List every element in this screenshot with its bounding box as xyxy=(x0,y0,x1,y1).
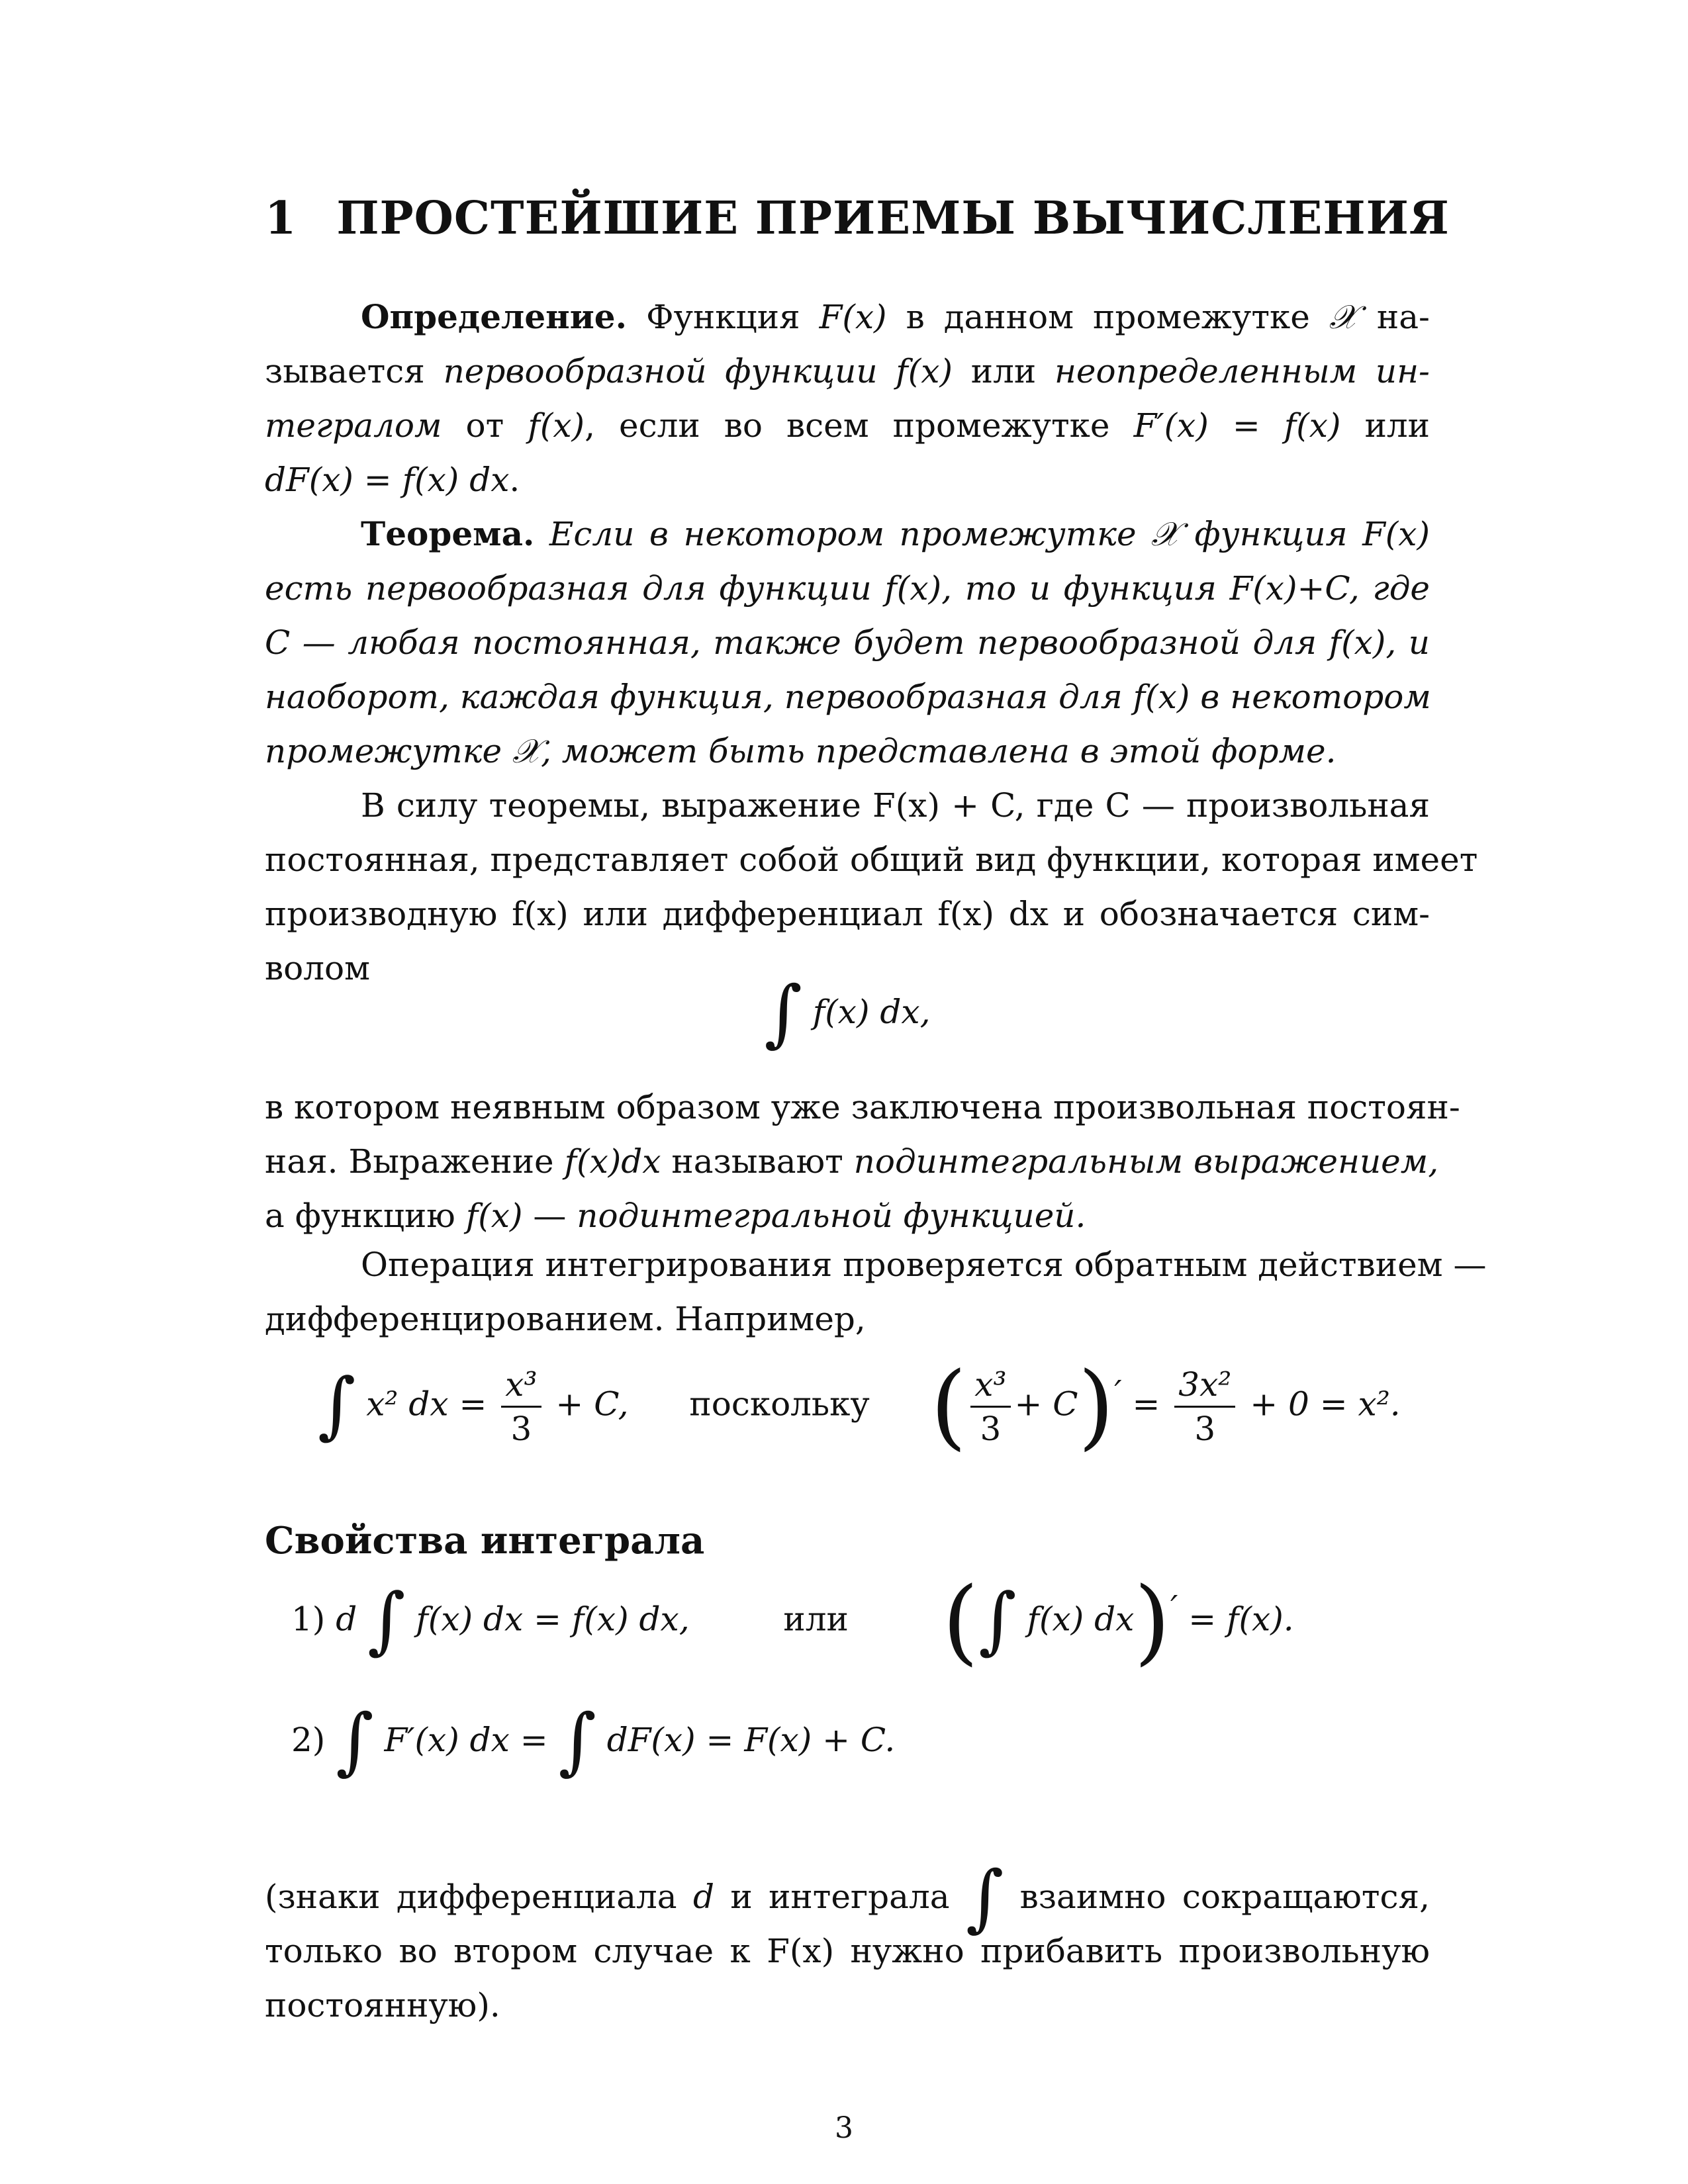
text-line: В силу теоремы, выражение F(x) + C, где C — произвольная xyxy=(361,786,1430,825)
text: . xyxy=(509,461,520,499)
text-line: в котором неявным образом уже заключена произвольная постоян- xyxy=(265,1088,1460,1126)
text: ная. Выражение xyxy=(265,1142,554,1181)
integral-sign-icon: ∫ xyxy=(978,1577,1017,1662)
math: F(x) xyxy=(819,298,887,336)
math: d xyxy=(692,1878,714,1916)
fraction-numerator: x³ xyxy=(501,1363,541,1408)
math: dF(x) = F(x) + C. xyxy=(606,1721,896,1759)
text: в данном промежутке xyxy=(906,298,1310,336)
text-line: постоянная, представляет собой общий вид функции, которая имеет xyxy=(265,841,1478,879)
text: — xyxy=(533,1197,567,1235)
text: и интеграла xyxy=(730,1878,950,1916)
item-number: 1) xyxy=(291,1600,326,1639)
fraction-numerator: x³ xyxy=(970,1363,1010,1408)
definition-paragraph xyxy=(265,290,1430,507)
text: (знаки дифференциала xyxy=(265,1878,677,1916)
paragraph-general-form xyxy=(265,778,1478,995)
text-line: производную f(x) или дифференциал f(x) dx и обозначается сим- xyxy=(265,895,1430,933)
prime: ′ xyxy=(1114,1373,1122,1412)
paragraph-differentiation xyxy=(265,1238,1487,1346)
integral-sign-icon: ∫ xyxy=(965,1855,1004,1940)
text: поскольку xyxy=(689,1385,870,1424)
text: или xyxy=(1364,406,1430,445)
math: f(x) xyxy=(896,352,953,390)
paragraph-integrand xyxy=(265,1080,1460,1243)
integral-sign-icon: ∫ xyxy=(367,1577,406,1662)
fraction xyxy=(1174,1363,1235,1450)
math: f(x) dx = f(x) dx, xyxy=(416,1600,690,1639)
text: от xyxy=(465,406,504,445)
math: f(x) xyxy=(528,406,585,445)
fraction xyxy=(501,1363,541,1450)
left-paren-icon: ( xyxy=(930,1352,967,1461)
theorem-label: Теорема. xyxy=(361,514,535,553)
item-number: 2) xyxy=(291,1721,326,1759)
text: на- xyxy=(1376,298,1430,336)
theorem-text: C — любая постоянная, также будет первообразной для f(x), и xyxy=(265,623,1430,662)
text-line: только во втором случае к F(x) нужно прибавить произвольную xyxy=(265,1932,1430,1970)
text: называют xyxy=(671,1142,843,1181)
page-number: 3 xyxy=(835,2111,853,2145)
integral-sign-icon: ∫ xyxy=(336,1698,374,1783)
text-line: постоянную). xyxy=(265,1986,500,2025)
display-example-equation xyxy=(318,1352,1483,1463)
theorem-text: есть первообразная для функции f(x), то и функция F(x)+C, где xyxy=(265,569,1430,608)
text: взаимно сокращаются, xyxy=(1019,1878,1430,1916)
property-1 xyxy=(291,1567,1456,1681)
term: подинтегральным выражением, xyxy=(853,1142,1439,1181)
properties-heading: Свойства интеграла xyxy=(265,1519,705,1563)
integral-sign-icon: ∫ xyxy=(558,1698,596,1783)
text-line: волом xyxy=(265,949,371,987)
paragraph-cancellation xyxy=(265,1855,1430,2032)
math: + C xyxy=(1014,1385,1078,1424)
text: или xyxy=(970,352,1037,390)
text: или xyxy=(783,1600,849,1639)
math: = f(x). xyxy=(1188,1600,1294,1639)
math: f(x) dx, xyxy=(812,993,931,1031)
prime: ′ xyxy=(1170,1588,1178,1627)
text-line: Операция интегрирования проверяется обратным действием — xyxy=(361,1246,1487,1284)
math: = xyxy=(1132,1385,1160,1424)
math: x² dx = xyxy=(366,1385,487,1424)
math: f(x) dx xyxy=(1027,1600,1135,1639)
term: первообразной функции xyxy=(443,352,878,390)
theorem-text: промежутке 𝒳, может быть представлена в этой форме. xyxy=(265,732,1336,770)
math: 𝒳 xyxy=(1329,298,1358,336)
theorem-paragraph xyxy=(265,507,1430,778)
definition-label: Определение. xyxy=(361,297,628,336)
integral-sign-icon: ∫ xyxy=(318,1362,356,1447)
text: , если во всем промежутке xyxy=(585,406,1110,445)
integral-sign-icon: ∫ xyxy=(764,970,802,1055)
fraction-denominator: 3 xyxy=(510,1410,532,1448)
section-number: 1 xyxy=(265,192,297,245)
right-paren-icon: ) xyxy=(1078,1352,1115,1461)
theorem-text: наоборот, каждая функция, первообразная для f(x) в некотором xyxy=(265,678,1431,716)
math: f(x)dx xyxy=(564,1142,661,1181)
fraction-numerator: 3x² xyxy=(1174,1363,1235,1408)
section-title: ПРОСТЕЙШИЕ ПРИЕМЫ ВЫЧИСЛЕНИЯ xyxy=(336,192,1450,245)
text-line: дифференцированием. Например, xyxy=(265,1300,866,1338)
text: Функция xyxy=(646,298,800,336)
math: + 0 = x². xyxy=(1250,1385,1401,1424)
math: F′(x) = f(x) xyxy=(1133,406,1341,445)
fraction-denominator: 3 xyxy=(980,1410,1002,1448)
right-paren-icon: ) xyxy=(1134,1567,1170,1676)
fraction-denominator: 3 xyxy=(1194,1410,1216,1448)
text: зывается xyxy=(265,352,425,390)
text: а функцию xyxy=(265,1197,455,1235)
math: d xyxy=(336,1600,357,1639)
left-paren-icon: ( xyxy=(942,1567,979,1676)
term: подинтегральной функцией. xyxy=(577,1197,1086,1235)
theorem-text: Если в некотором промежутке 𝒳 функция F(x) xyxy=(549,515,1430,553)
section-heading xyxy=(265,192,1450,245)
math: dF(x) = f(x) dx xyxy=(265,461,510,499)
display-integral xyxy=(265,970,1430,1055)
math: + C, xyxy=(555,1385,629,1424)
math: F′(x) dx = xyxy=(384,1721,548,1759)
term: неопределенным ин- xyxy=(1054,352,1430,390)
term: тегралом xyxy=(265,406,442,445)
property-2 xyxy=(291,1698,1456,1800)
fraction xyxy=(970,1363,1010,1450)
math: f(x) xyxy=(465,1197,523,1235)
